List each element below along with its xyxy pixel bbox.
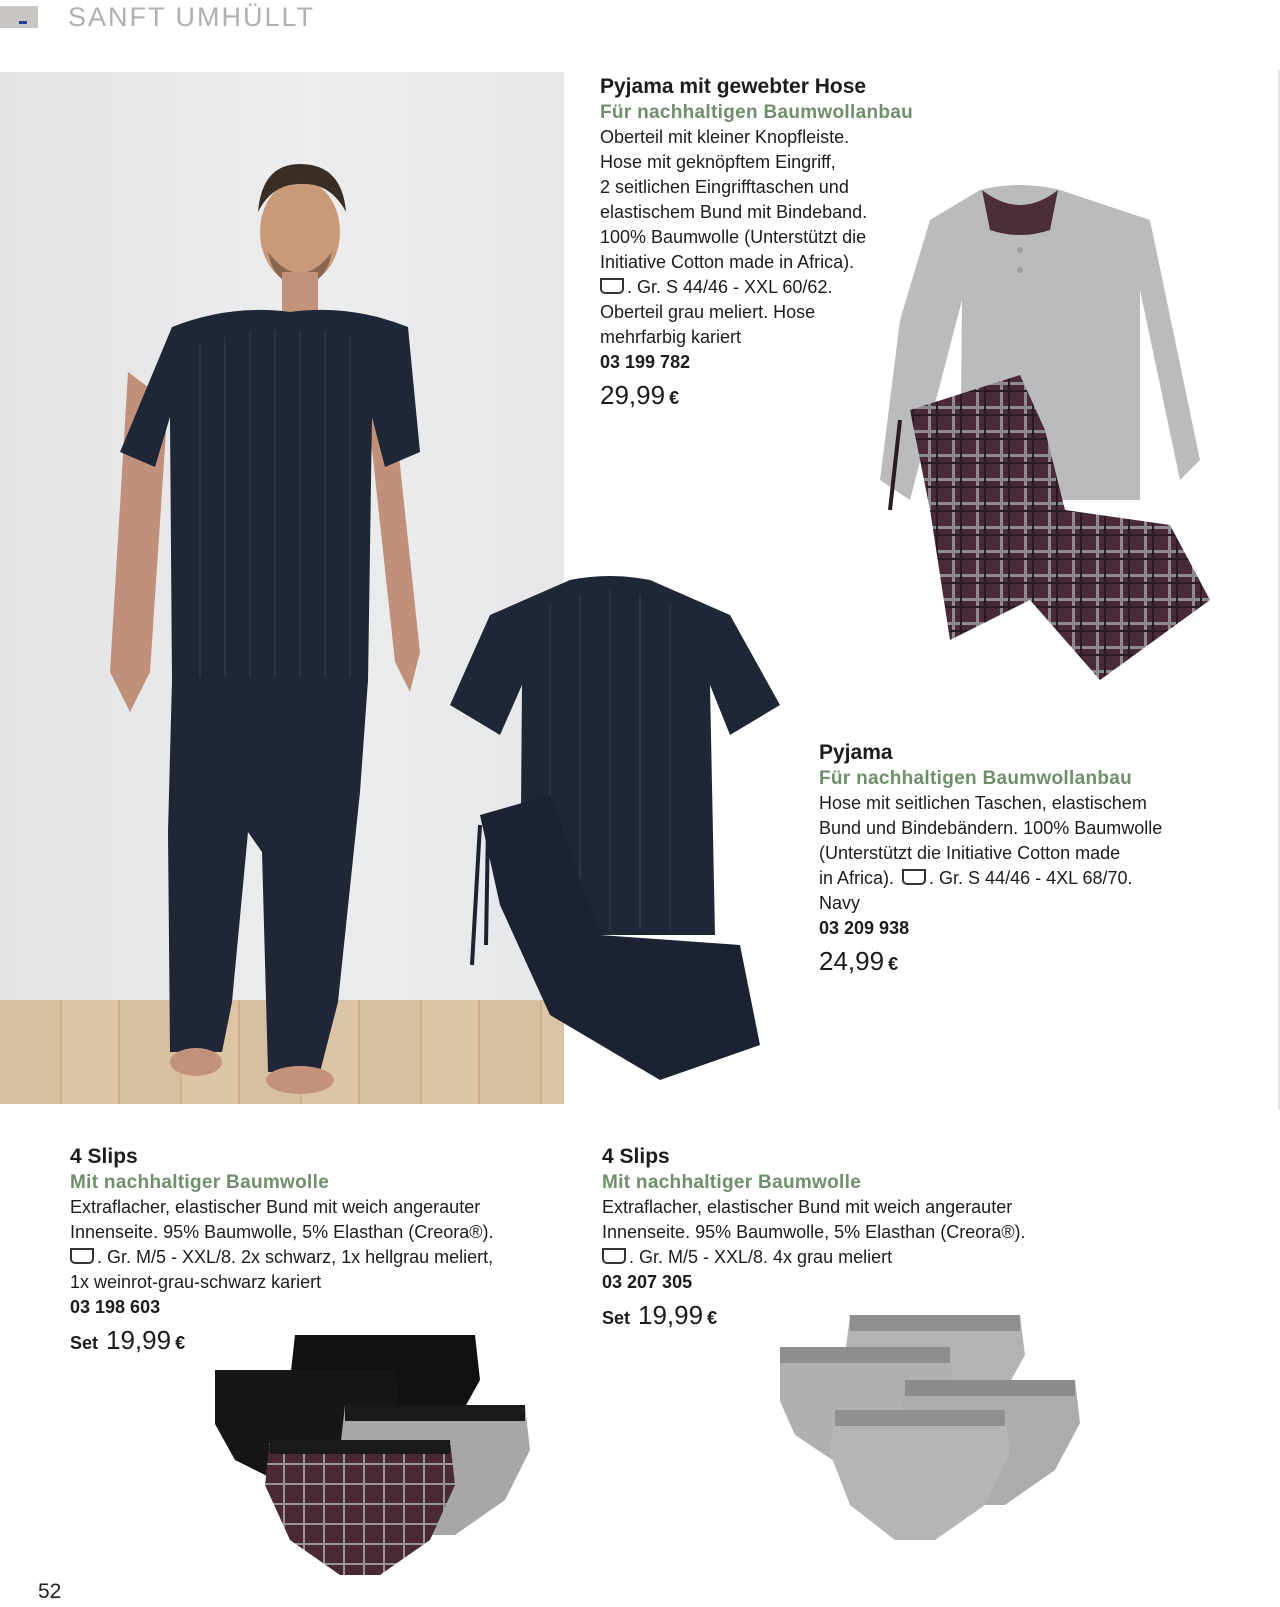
- product-price: [819, 946, 1209, 977]
- price-value: 19,99: [638, 1300, 704, 1330]
- navy-pyjama-illustration: [440, 575, 800, 1095]
- price-prefix: Set: [602, 1308, 631, 1328]
- product-slips-grey: [602, 1144, 1072, 1331]
- product-sizes: . Gr. M/5 - XXL/8. 4x grau meliert: [629, 1247, 893, 1267]
- wash-40-icon: [600, 278, 624, 294]
- product-pyjama-navy: [819, 740, 1209, 977]
- article-number: 03 207 305: [602, 1272, 693, 1292]
- product-colors: 1x weinrot-grau-schwarz kariert: [70, 1272, 322, 1292]
- article-number: 03 199 782: [600, 352, 691, 372]
- product-description: Oberteil mit kleiner Knopfleiste. Hose mit geknöpftem Eingriff, 2 seitlichen Eingrifftaschen und elastischem Bund mit Bindeband. 100% Baumwolle (Unterstützt die Initiative Cotton made in Africa).: [600, 127, 868, 272]
- section-title: SANFT UMHÜLLT: [68, 2, 316, 32]
- product-tagline: Für nachhaltigen Baumwollanbau: [600, 102, 914, 123]
- wash-60-icon: [602, 1248, 626, 1264]
- price-currency: €: [669, 388, 680, 408]
- price-currency: €: [707, 1308, 718, 1328]
- page-number: 52: [38, 1580, 62, 1603]
- product-description: Extraflacher, elastischer Bund mit weich angerauter Innenseite. 95% Baumwolle, 5% Elasthan (Creora®).: [602, 1197, 1026, 1242]
- grey-pyjama-illustration: [870, 180, 1220, 710]
- product-tagline: Für nachhaltigen Baumwollanbau: [819, 768, 1133, 789]
- price-prefix: Set: [70, 1333, 99, 1353]
- product-name: 4 Slips: [602, 1145, 670, 1168]
- price-value: 29,99: [600, 380, 666, 410]
- product-sizes: . Gr. S 44/46 - 4XL 68/70.: [929, 868, 1133, 888]
- price-currency: €: [175, 1333, 186, 1353]
- product-colors: Oberteil grau meliert. Hose mehrfarbig kariert: [600, 302, 816, 347]
- wash-40-icon: [902, 869, 926, 885]
- product-slips-mixed: [70, 1144, 540, 1356]
- product-sizes: . Gr. S 44/46 - XXL 60/62.: [627, 277, 833, 297]
- price-currency: €: [888, 954, 899, 974]
- article-number: 03 198 603: [70, 1297, 161, 1317]
- product-name: Pyjama: [819, 741, 893, 764]
- product-description: Hose mit seitlichen Taschen, elastischem Bund und Bindebändern. 100% Baumwolle (Unterstützt die Initiative Cotton made in Africa).: [819, 793, 1163, 888]
- product-description: Extraflacher, elastischer Bund mit weich angerauter Innenseite. 95% Baumwolle, 5% Elasthan (Creora®).: [70, 1197, 494, 1242]
- product-sizes: . Gr. M/5 - XXL/8. 2x schwarz, 1x hellgrau meliert,: [97, 1247, 494, 1267]
- product-colors: Navy: [819, 893, 861, 913]
- grey-slips-illustration: [780, 1315, 1090, 1555]
- product-tagline: Mit nachhaltiger Baumwolle: [602, 1172, 862, 1193]
- product-name: 4 Slips: [70, 1145, 138, 1168]
- section-marker: [0, 6, 38, 28]
- wash-60-icon: [70, 1248, 94, 1264]
- product-tagline: Mit nachhaltiger Baumwolle: [70, 1172, 330, 1193]
- product-name: Pyjama mit gewebter Hose: [600, 75, 867, 98]
- article-number: 03 209 938: [819, 918, 910, 938]
- price-value: 24,99: [819, 946, 885, 976]
- mixed-slips-illustration: [215, 1335, 545, 1585]
- price-value: 19,99: [106, 1325, 172, 1355]
